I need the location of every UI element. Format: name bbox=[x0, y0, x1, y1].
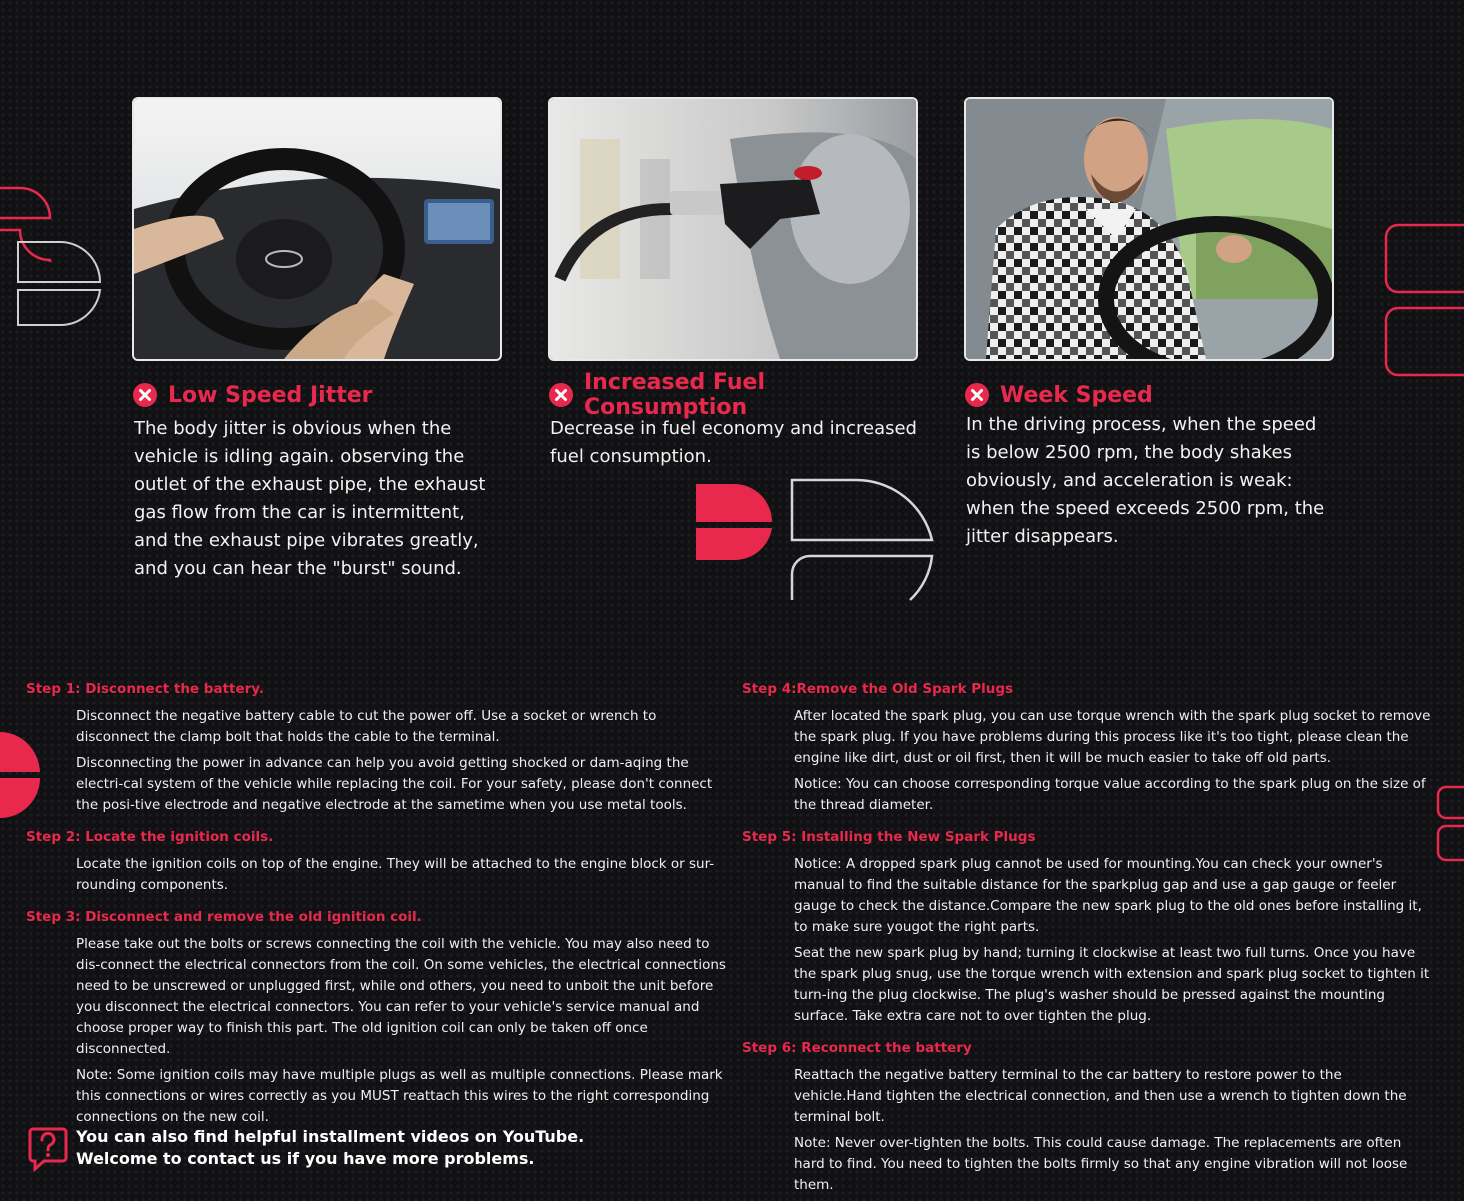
symptom-card-low-speed-jitter bbox=[132, 97, 502, 583]
card-title bbox=[964, 379, 1334, 411]
x-circle-icon bbox=[548, 382, 574, 408]
step-title: Step 4:Remove the Old Spark Plugs bbox=[742, 681, 1014, 697]
decorative-shape-left-top bbox=[0, 180, 110, 330]
step-title: Step 3: Disconnect and remove the old ignition coil. bbox=[26, 909, 422, 925]
steps-right-column bbox=[742, 680, 1432, 1201]
decorative-shape-center bbox=[694, 476, 938, 604]
step-title: Step 2: Locate the ignition coils. bbox=[26, 829, 274, 845]
step-title: Step 1: Disconnect the battery. bbox=[26, 681, 264, 697]
x-circle-icon bbox=[132, 382, 158, 408]
card-title-text: Week Speed bbox=[1000, 382, 1153, 408]
step-2 bbox=[26, 828, 731, 896]
card-description: In the driving process, when the speed is below 2500 rpm, the body shakes obviously, and acceleration is weak: when the speed exceeds 2500 rpm, the jitter disappears. bbox=[966, 414, 1325, 547]
step-5 bbox=[742, 828, 1432, 1027]
step-title: Step 6: Reconnect the battery bbox=[742, 1040, 972, 1056]
help-note-line2: Welcome to contact us if you have more problems. bbox=[76, 1149, 535, 1168]
fuel-nozzle-photo bbox=[548, 97, 918, 361]
card-description: Decrease in fuel economy and increased fuel consumption. bbox=[550, 418, 917, 467]
x-circle-icon bbox=[964, 382, 990, 408]
step-paragraph: Note: Never over-tighten the bolts. This could cause damage. The replacements are often hard to find. You need to tighten the bolts firmly so that any engine vibration will not loose them. bbox=[794, 1135, 1408, 1193]
step-paragraph: Notice: You can choose corresponding torque value according to the spark plug on the size of the thread diameter. bbox=[794, 776, 1426, 813]
question-icon bbox=[28, 1126, 68, 1172]
step-title: Step 5: Installing the New Spark Plugs bbox=[742, 829, 1036, 845]
step-paragraph: Seat the new spark plug by hand; turning it clockwise at least two full turns. Once you have the spark plug snug, use the torque wrench with extension and spark plug socket to tighten it turn-ing the plug clockwise. The plug's washer should be pressed against the mounting surface. Take extra care not to over tighten the plug. bbox=[794, 945, 1430, 1024]
card-title-text: Low Speed Jitter bbox=[168, 382, 373, 408]
step-paragraph: Notice: A dropped spark plug cannot be used for mounting.You can check your owner's manual to find the suitable distance for the sparkplug gap and use a gap gauge or feeler gauge to check the distance.Compare the new spark plug to the old ones before installing it, to make sure yougot the right parts. bbox=[794, 856, 1422, 935]
steps-left-column bbox=[26, 680, 731, 1133]
decorative-shape-right-top bbox=[1384, 222, 1464, 382]
step-paragraph: Locate the ignition coils on top of the engine. They will be attached to the engine block or sur-rounding components. bbox=[76, 856, 715, 893]
step-1 bbox=[26, 680, 731, 816]
symptom-card-fuel-consumption bbox=[548, 97, 918, 471]
step-paragraph: Disconnecting the power in advance can help you avoid getting shocked or dam-aqing the electri-cal system of the vehicle while replacing the coil. For your safety, please don't connect the posi-tive electrode and negative electrode at the sametime when you use metal tools. bbox=[76, 755, 713, 813]
step-paragraph: Disconnect the negative battery cable to cut the power off. Use a socket or wrench to disconnect the clamp bolt that holds the cable to the terminal. bbox=[76, 708, 657, 745]
card-title-text: Increased Fuel Consumption bbox=[584, 370, 765, 420]
step-paragraph: After located the spark plug, you can use torque wrench with the spark plug socket to remove the spark plug. If you have problems during this process like it's too tight, please clean the engine like dirt, dust or oil first, then it will be much easier to take off old parts. bbox=[794, 708, 1431, 766]
step-paragraph: Reattach the negative battery terminal to the car battery to restore power to the vehicle.Hand tighten the electrical connection, and then use a wrench to tighten down the terminal bolt. bbox=[794, 1067, 1407, 1125]
card-title bbox=[132, 379, 502, 411]
decorative-shape-right-mid bbox=[1436, 784, 1464, 864]
steering-wheel-photo bbox=[132, 97, 502, 361]
step-paragraph: Note: Some ignition coils may have multiple plugs as well as multiple connections. Please mark this connections or wires correctly as you MUST reattach this wires to the right corresponding connections on the new coil. bbox=[76, 1067, 723, 1125]
step-6 bbox=[742, 1039, 1432, 1196]
step-paragraph: Please take out the bolts or screws connecting the coil with the vehicle. You may also need to dis-connect the electrical connectors from the coil. On some vehicles, the electrical connections need to be unscrewed or unplugged first, while ond others, you need to unboit the unit before you disconnect the electrical connectors. You can refer to your vehicle's service manual and choose proper way to finish this part. The old ignition coil can only be taken off once disconnected. bbox=[76, 936, 726, 1057]
step-3 bbox=[26, 908, 731, 1128]
step-4 bbox=[742, 680, 1432, 816]
help-note bbox=[28, 1126, 584, 1172]
angry-driver-photo bbox=[964, 97, 1334, 361]
help-note-line1: You can also find helpful installment videos on YouTube. bbox=[76, 1127, 585, 1146]
card-title bbox=[548, 370, 918, 420]
card-description: The body jitter is obvious when the vehicle is idling again. observing the outlet of the exhaust pipe, the exhaust gas flow from the car is intermittent, and the exhaust pipe vibrates greatly, and you can hear the "burst" sound. bbox=[134, 418, 486, 579]
help-note-text bbox=[76, 1126, 584, 1170]
symptom-card-week-speed bbox=[964, 97, 1334, 551]
